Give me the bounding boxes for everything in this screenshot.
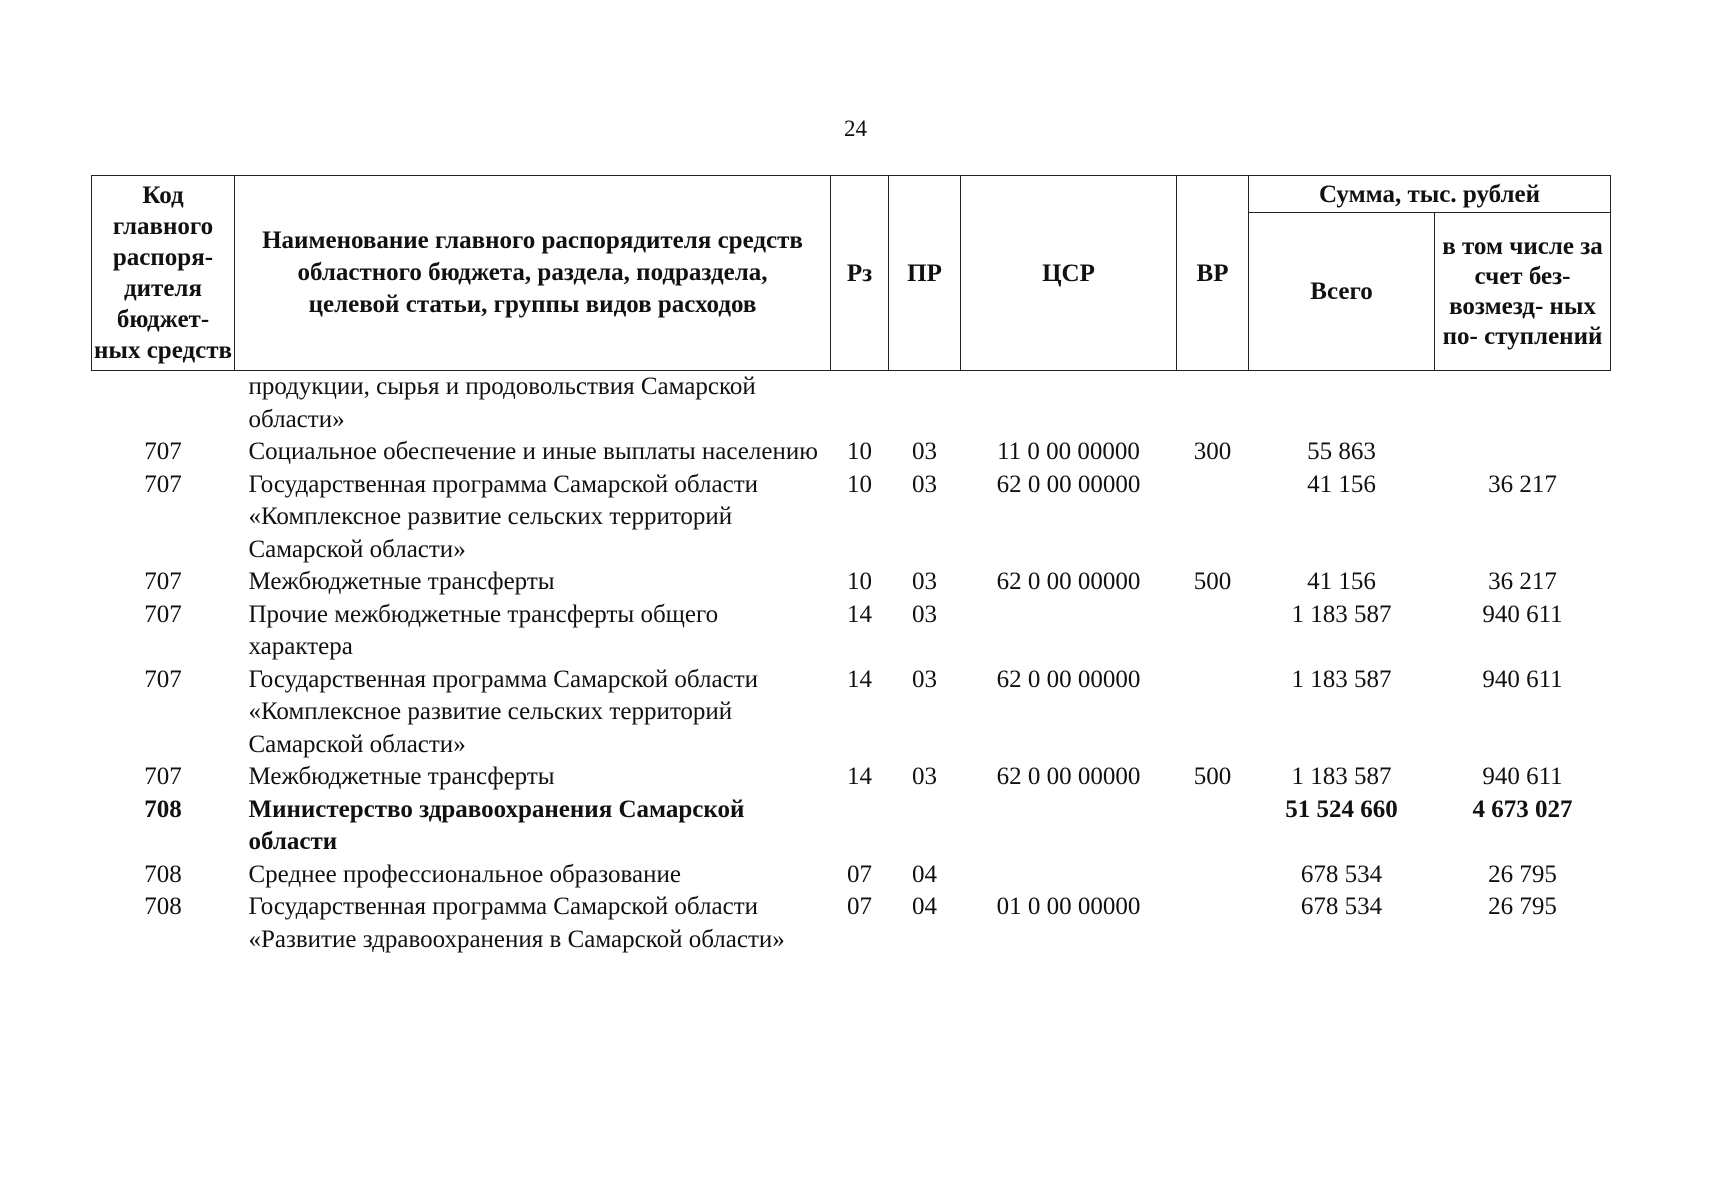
cell-free: 26 795 [1488,893,1557,920]
cell-name: Межбюджетные трансферты [248,568,555,595]
cell-free: 36 217 [1488,470,1557,498]
cell-pr [889,794,961,859]
cell-vr [1177,469,1249,567]
header-sum: Сумма, тыс. рублей [1249,176,1611,213]
cell-free: 26 795 [1488,860,1557,888]
cell-total: 41 156 [1307,568,1376,595]
cell-pr [889,371,961,437]
cell-vr [1177,599,1249,664]
cell-pr: 03 [912,438,937,465]
cell-csr: 62 0 00 00000 [996,763,1141,790]
cell-rz: 10 [847,470,872,498]
table-row [92,859,1611,892]
cell-code: 707 [144,438,182,465]
cell-csr [961,794,1177,859]
cell-vr: 300 [1193,438,1232,465]
table-row [92,664,1611,762]
cell-free: 4 673 027 [1472,795,1573,823]
cell-csr [961,599,1177,664]
cell-free: 940 611 [1482,600,1563,628]
cell-vr [1177,794,1249,859]
cell-total: 55 863 [1307,438,1376,465]
cell-name: Социальное обеспечение и иные выплаты населению [248,438,818,465]
cell-csr: 11 0 00 00000 [997,438,1140,465]
header-pr: ПР [889,176,961,371]
cell-total: 51 524 660 [1285,795,1398,823]
header-free: в том числе за счет без- возмезд- ных по- ступлений [1435,213,1611,371]
header-rz: Рз [831,176,889,371]
cell-rz: 07 [847,860,872,888]
cell-name: Прочие межбюджетные трансферты общего характера [248,600,719,660]
cell-rz: 10 [847,568,872,595]
cell-pr: 03 [912,665,937,693]
cell-pr: 03 [912,600,937,628]
cell-csr: 62 0 00 00000 [996,568,1141,595]
table-row [92,469,1611,567]
cell-total: 1 183 587 [1291,763,1392,790]
header-total: Всего [1249,213,1435,371]
cell-code: 707 [144,568,182,595]
table-body [92,371,1611,957]
cell-name: Министерство здравоохранения Самарской области [248,795,745,855]
cell-rz: 07 [847,893,872,920]
cell-rz: 14 [847,665,872,693]
header-csr: ЦСР [961,176,1177,371]
cell-vr: 500 [1193,568,1232,595]
cell-total: 678 534 [1300,893,1383,920]
cell-total: 678 534 [1300,860,1383,888]
cell-free [1435,371,1611,437]
cell-total: 1 183 587 [1291,600,1392,628]
cell-csr: 62 0 00 00000 [996,665,1141,693]
cell-free: 36 217 [1488,568,1557,595]
table-row [92,436,1611,469]
cell-code: 707 [144,470,182,498]
cell-csr [961,859,1177,892]
cell-name: Среднее профессиональное образование [248,860,681,888]
cell-vr [1177,859,1249,892]
cell-csr: 62 0 00 00000 [996,470,1141,498]
table-row [92,566,1611,599]
cell-rz: 14 [847,763,872,790]
cell-rz: 10 [847,438,872,465]
cell-free [1435,436,1611,469]
cell-rz [831,371,889,437]
cell-code: 707 [144,600,182,628]
cell-free: 940 611 [1482,763,1563,790]
cell-pr: 03 [912,568,937,595]
cell-name: Межбюджетные трансферты [248,763,555,790]
table-row [92,794,1611,859]
cell-vr: 500 [1193,763,1232,790]
cell-rz [831,794,889,859]
header-vr: ВР [1177,176,1249,371]
header-code: Код главного распоря- дителя бюджет- ных средств [92,176,235,371]
cell-total: 41 156 [1307,470,1376,498]
cell-name: Государственная программа Самарской области «Комплексное развитие сельских территорий Самарской области» [248,470,758,563]
cell-code: 708 [144,893,182,920]
table-row [92,599,1611,664]
cell-name: продукции, сырья и продовольствия Самарской области» [248,373,756,433]
cell-vr [1177,371,1249,437]
cell-code: 708 [144,860,182,888]
cell-rz: 14 [847,600,872,628]
cell-code: 708 [144,795,182,823]
table-row [92,891,1611,956]
cell-code: 707 [144,665,182,693]
table-row [92,371,1611,437]
cell-pr: 04 [912,893,937,920]
page-number: 24 [844,116,867,141]
cell-code: 707 [144,763,182,790]
cell-total [1249,371,1435,437]
cell-csr: 01 0 00 00000 [996,893,1141,920]
table-header [92,176,1611,371]
cell-free: 940 611 [1482,665,1563,693]
table-row [92,761,1611,794]
budget-table [91,175,1611,956]
cell-vr [1177,891,1249,956]
header-name: Наименование главного распорядителя средств областного бюджета, раздела, подраздела, целевой статьи, группы видов расходов [235,176,831,371]
cell-code [92,371,235,437]
cell-vr [1177,664,1249,762]
cell-total: 1 183 587 [1291,665,1392,693]
cell-pr: 04 [912,860,937,888]
cell-pr: 03 [912,763,937,790]
cell-name: Государственная программа Самарской области «Развитие здравоохранения в Самарской области» [248,893,785,953]
cell-csr [961,371,1177,437]
cell-pr: 03 [912,470,937,498]
cell-name: Государственная программа Самарской области «Комплексное развитие сельских территорий Самарской области» [248,665,758,758]
